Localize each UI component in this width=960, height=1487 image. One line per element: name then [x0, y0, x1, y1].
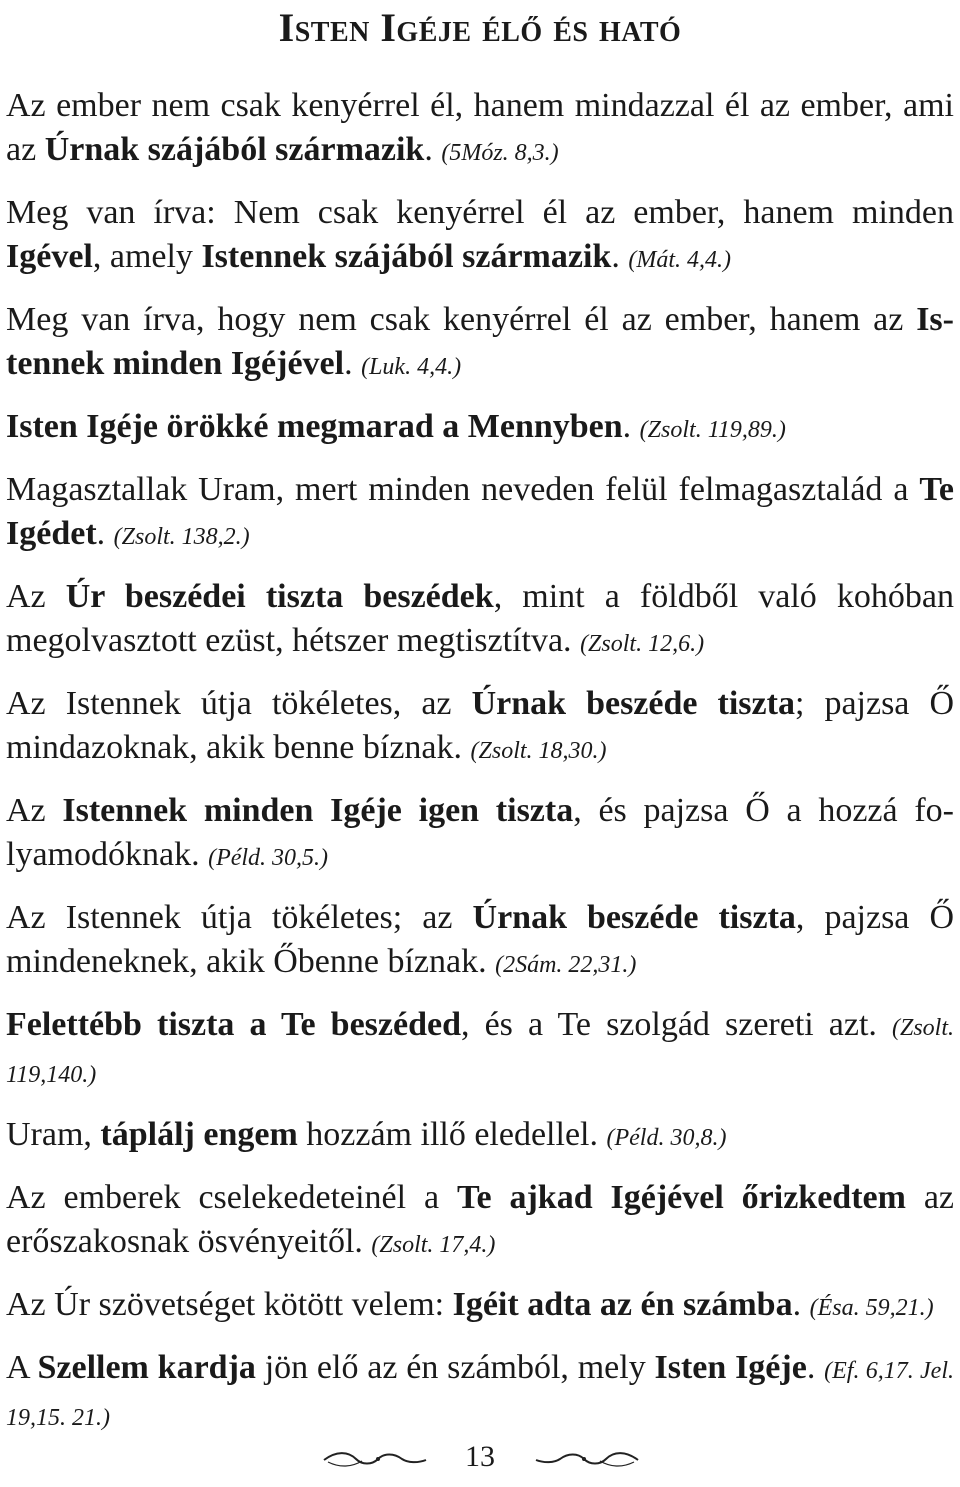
verse-text: , pajzsa Ő mindeneknek, akik Őbenne bíznak. — [6, 899, 955, 980]
bold-phrase: Isten Igéje — [654, 1349, 807, 1386]
bible-reference: (Péld. 30,8.) — [606, 1125, 727, 1151]
verse-text: Az Istennek útja tökéletes; az — [6, 899, 473, 936]
verse-text: Az emberek cselekedeteinél a — [6, 1179, 457, 1216]
bible-reference: (Péld. 30,5.) — [208, 845, 329, 871]
verse-text: Meg van írva, hogy nem csak kenyérrel él az ember, hanem az — [6, 301, 917, 338]
verse-text: . — [96, 515, 114, 552]
bold-phrase: Úrnak beszéde tiszta — [471, 685, 795, 722]
bold-phrase: Istennek szájából származik — [201, 238, 612, 275]
verse-paragraph — [6, 1176, 954, 1267]
verse-paragraph — [6, 1283, 954, 1330]
verse-list — [6, 84, 954, 1456]
verse-text: Az Istennek útja tökéletes, az — [6, 685, 472, 722]
verse-text: A — [6, 1349, 38, 1386]
page-footer — [0, 1440, 960, 1480]
verse-paragraph — [6, 1113, 954, 1160]
bold-phrase: Te ajkad Igéjével őrizkedtem — [456, 1179, 906, 1216]
bible-reference: (5Móz. 8,3.) — [441, 140, 559, 166]
bible-reference: (Zsolt. 12,6.) — [580, 631, 705, 657]
verse-text: Az Úr szövetséget kötött velem: — [6, 1286, 453, 1323]
bold-phrase: Úrnak beszéde tiszta — [472, 899, 796, 936]
verse-text: ; pajzsa Ő mindazoknak, akik benne bíznak. — [6, 685, 954, 766]
verse-text: . — [611, 238, 629, 275]
verse-text: az erőszakosnak ösvényeitől. — [6, 1179, 954, 1260]
bible-reference: (Zsolt. 138,2.) — [113, 524, 250, 550]
bold-phrase: Igével — [6, 238, 93, 275]
verse-paragraph — [6, 789, 954, 880]
bold-phrase: Istennek minden Igéje igen tiszta — [62, 792, 574, 829]
verse-paragraph — [6, 84, 954, 175]
bible-reference: (2Sám. 22,31.) — [495, 952, 637, 978]
verse-paragraph — [6, 1346, 954, 1440]
verse-text: . — [792, 1286, 810, 1323]
bold-phrase: Isten Igéje örökké megmarad a Mennyben — [6, 408, 623, 445]
bold-phrase: Istennek minden Igéjével — [6, 301, 954, 382]
verse-paragraph — [6, 896, 954, 987]
verse-text: Uram, — [6, 1116, 101, 1153]
verse-paragraph — [6, 191, 954, 282]
verse-text: , és a Te szolgád szereti azt. — [461, 1006, 892, 1043]
bible-reference: (Ésa. 59,21.) — [809, 1295, 934, 1321]
verse-text: Az ember nem csak kenyérrel él, hanem mindazzal él az ember, ami az — [6, 87, 954, 168]
verse-text: , amely — [92, 238, 202, 275]
verse-paragraph — [6, 575, 954, 666]
verse-text: . — [344, 345, 362, 382]
verse-paragraph — [6, 468, 954, 559]
page-title: Isten Igéje élő és ható — [278, 5, 682, 50]
bold-phrase: Úrnak szájából származik — [44, 131, 425, 168]
verse-text: Magasztallak Uram, mert minden neveden felül felmagasztalád a — [6, 471, 920, 508]
verse-paragraph — [6, 298, 954, 389]
bible-reference: (Luk. 4,4.) — [361, 354, 462, 380]
flourish-right-icon — [534, 1450, 640, 1470]
verse-paragraph — [6, 1003, 954, 1097]
bold-phrase: Te Igédet — [6, 471, 954, 552]
bible-reference: (Zsolt. 119,89.) — [639, 417, 786, 443]
bible-reference: (Mát. 4,4.) — [628, 247, 731, 273]
bold-phrase: Szellem kardja — [37, 1349, 256, 1386]
bold-phrase: Úr beszédei tiszta beszédek — [65, 578, 494, 615]
verse-paragraph — [6, 405, 954, 452]
verse-text: . — [424, 131, 442, 168]
verse-text: , és pajzsa Ő a hozzá folyamodóknak. — [6, 792, 954, 873]
verse-text: , mint a földből való kohóban megolvasztott ezüst, hétszer megtisztítva. — [6, 578, 954, 659]
verse-text: Az — [6, 578, 66, 615]
verse-text: Az — [6, 792, 63, 829]
verse-text: Meg van írva: Nem csak kenyérrel él az ember, hanem minden — [6, 194, 954, 231]
bold-phrase: táplálj engem — [100, 1116, 298, 1153]
verse-text: . — [622, 408, 640, 445]
verse-text: jön elő az én számból, mely — [255, 1349, 655, 1386]
bible-reference: (Zsolt. 17,4.) — [371, 1232, 496, 1258]
bible-reference: (Zsolt. 119,140.) — [6, 1015, 954, 1088]
bible-reference: (Ef. 6,17. Jel. 19,15. 21.) — [6, 1358, 955, 1431]
verse-text: . — [806, 1349, 825, 1386]
page-number: 13 — [465, 1440, 495, 1473]
bold-phrase: Felettébb tiszta a Te beszéded — [6, 1006, 461, 1043]
bible-reference: (Zsolt. 18,30.) — [470, 738, 607, 764]
verse-paragraph — [6, 682, 954, 773]
verse-text: hozzám illő eledellel. — [297, 1116, 607, 1153]
bold-phrase: Igéit adta az én számba — [452, 1286, 793, 1323]
